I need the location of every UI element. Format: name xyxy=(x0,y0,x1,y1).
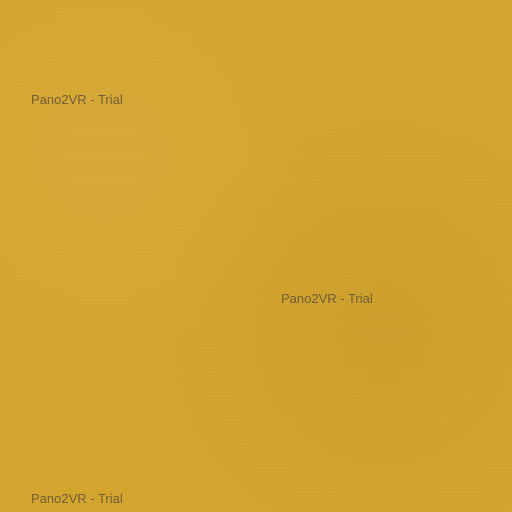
trial-watermark: Pano2VR - Trial xyxy=(31,491,123,506)
trial-watermark: Pano2VR - Trial xyxy=(281,291,373,306)
trial-watermark: Pano2VR - Trial xyxy=(31,92,123,107)
